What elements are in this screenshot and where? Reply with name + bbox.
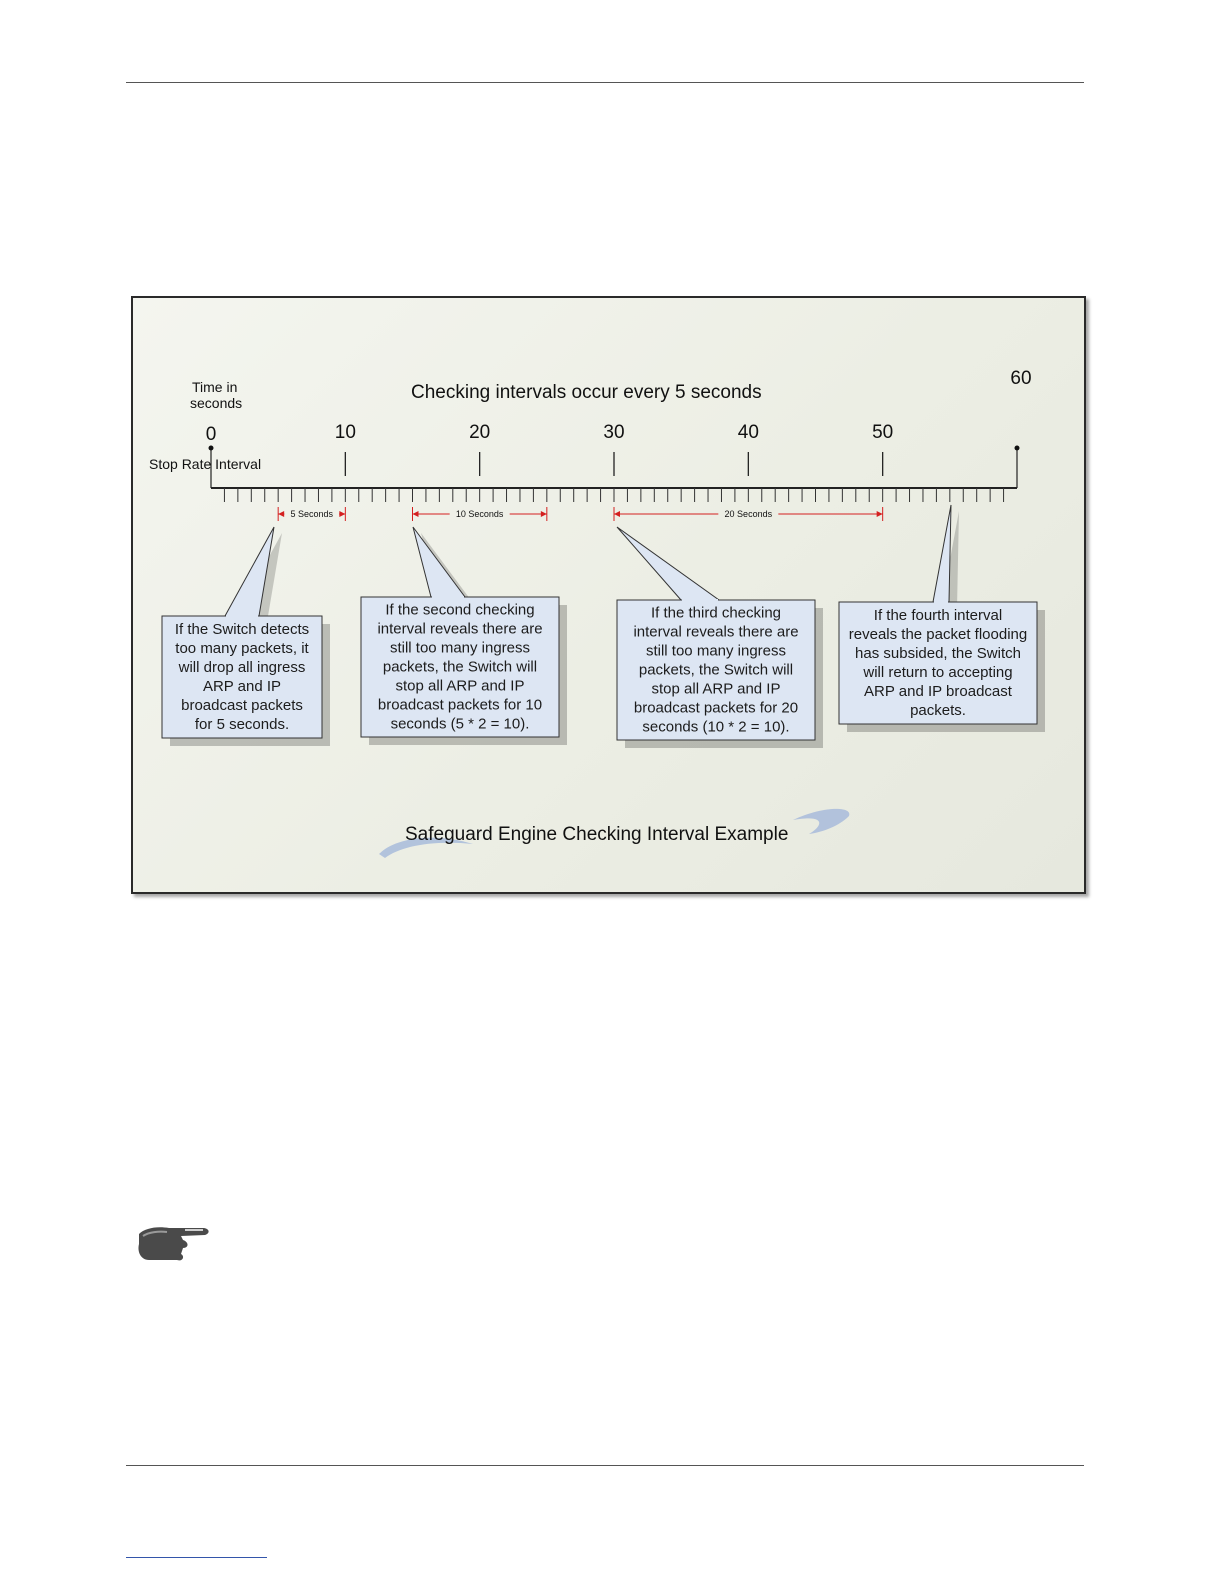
callout-line: ARP and IP broadcast bbox=[864, 683, 1012, 700]
time-label-line2: seconds bbox=[190, 395, 243, 411]
callout-pointer bbox=[617, 527, 719, 600]
callout-line: still too many ingress bbox=[645, 642, 787, 660]
figure-caption: Safeguard Engine Checking Interval Example bbox=[405, 824, 789, 845]
callout-line: has subsided, the Switch bbox=[855, 645, 1021, 662]
callout-line: broadcast packets bbox=[181, 697, 303, 714]
checking-interval-figure bbox=[131, 296, 1086, 894]
interval-span bbox=[278, 507, 345, 521]
callout-line: for 5 seconds. bbox=[194, 716, 290, 733]
callout-line: packets, the Switch will bbox=[638, 661, 794, 679]
tick-label: 10 bbox=[334, 422, 356, 443]
callout-line: seconds (5 * 2 = 10). bbox=[390, 715, 530, 733]
interval-header: Checking intervals occur every 5 seconds bbox=[411, 382, 762, 403]
callout-line: seconds (10 * 2 = 10). bbox=[642, 718, 790, 736]
span-label: 20 Seconds bbox=[724, 509, 773, 519]
stop-rate-label: Stop Rate Interval bbox=[149, 456, 262, 472]
callout-line: still too many ingress bbox=[389, 639, 531, 657]
callout-box bbox=[361, 527, 567, 745]
callout-line: stop all ARP and IP bbox=[651, 680, 781, 698]
callout-line: broadcast packets for 10 bbox=[377, 696, 543, 714]
time-label-line1: Time in bbox=[192, 379, 238, 395]
span-label: 10 Seconds bbox=[455, 509, 504, 519]
callout-line: stop all ARP and IP bbox=[395, 677, 525, 695]
span-label: 5 Seconds bbox=[290, 509, 334, 519]
callout-box bbox=[162, 527, 330, 746]
callout-line: If the second checking bbox=[385, 601, 535, 619]
callout-line: ARP and IP bbox=[202, 678, 282, 695]
tick-label: 20 bbox=[469, 422, 491, 443]
tick-label: 60 bbox=[1010, 368, 1032, 389]
callout-box bbox=[617, 527, 823, 748]
callout-line: interval reveals there are bbox=[377, 620, 543, 638]
callout-pointer bbox=[413, 527, 465, 597]
footer-rule bbox=[126, 1465, 1084, 1466]
caption-swoosh-right bbox=[793, 809, 849, 834]
tick-label: 50 bbox=[872, 422, 894, 443]
callout-pointer bbox=[933, 505, 951, 602]
tick-label: 30 bbox=[603, 422, 625, 443]
span-arrow-right bbox=[339, 511, 345, 517]
callout-line: If the fourth interval bbox=[873, 607, 1003, 624]
span-arrow-right bbox=[541, 511, 547, 517]
header-rule bbox=[126, 82, 1084, 83]
callout-line: packets. bbox=[910, 702, 966, 719]
callout-line: If the third checking bbox=[650, 604, 782, 622]
axis-end-dot bbox=[209, 446, 214, 451]
callout-line: too many packets, it bbox=[175, 640, 309, 657]
axis-end-dot bbox=[1015, 446, 1020, 451]
callout-box bbox=[839, 505, 1045, 732]
interval-span bbox=[413, 507, 547, 521]
callout-line: reveals the packet flooding bbox=[848, 626, 1028, 643]
span-arrow-left bbox=[614, 511, 620, 517]
timeline-diagram bbox=[133, 298, 1084, 892]
callout-line: packets, the Switch will bbox=[382, 658, 538, 676]
span-arrow-left bbox=[413, 511, 419, 517]
tick-label: 0 bbox=[205, 424, 217, 445]
callout-line: will drop all ingress bbox=[178, 659, 306, 676]
span-arrow-right bbox=[877, 511, 883, 517]
interval-spans bbox=[278, 507, 883, 521]
interval-span bbox=[614, 507, 883, 521]
span-arrow-left bbox=[278, 511, 284, 517]
callouts bbox=[162, 505, 1045, 748]
callout-line: will return to accepting bbox=[863, 664, 1013, 681]
footer-link-underline bbox=[126, 1557, 267, 1558]
callout-line: broadcast packets for 20 bbox=[633, 699, 799, 717]
pointing-hand-icon bbox=[133, 1218, 213, 1266]
callout-line: interval reveals there are bbox=[633, 623, 799, 641]
callout-line: If the Switch detects bbox=[174, 621, 310, 638]
tick-label: 40 bbox=[737, 422, 759, 443]
